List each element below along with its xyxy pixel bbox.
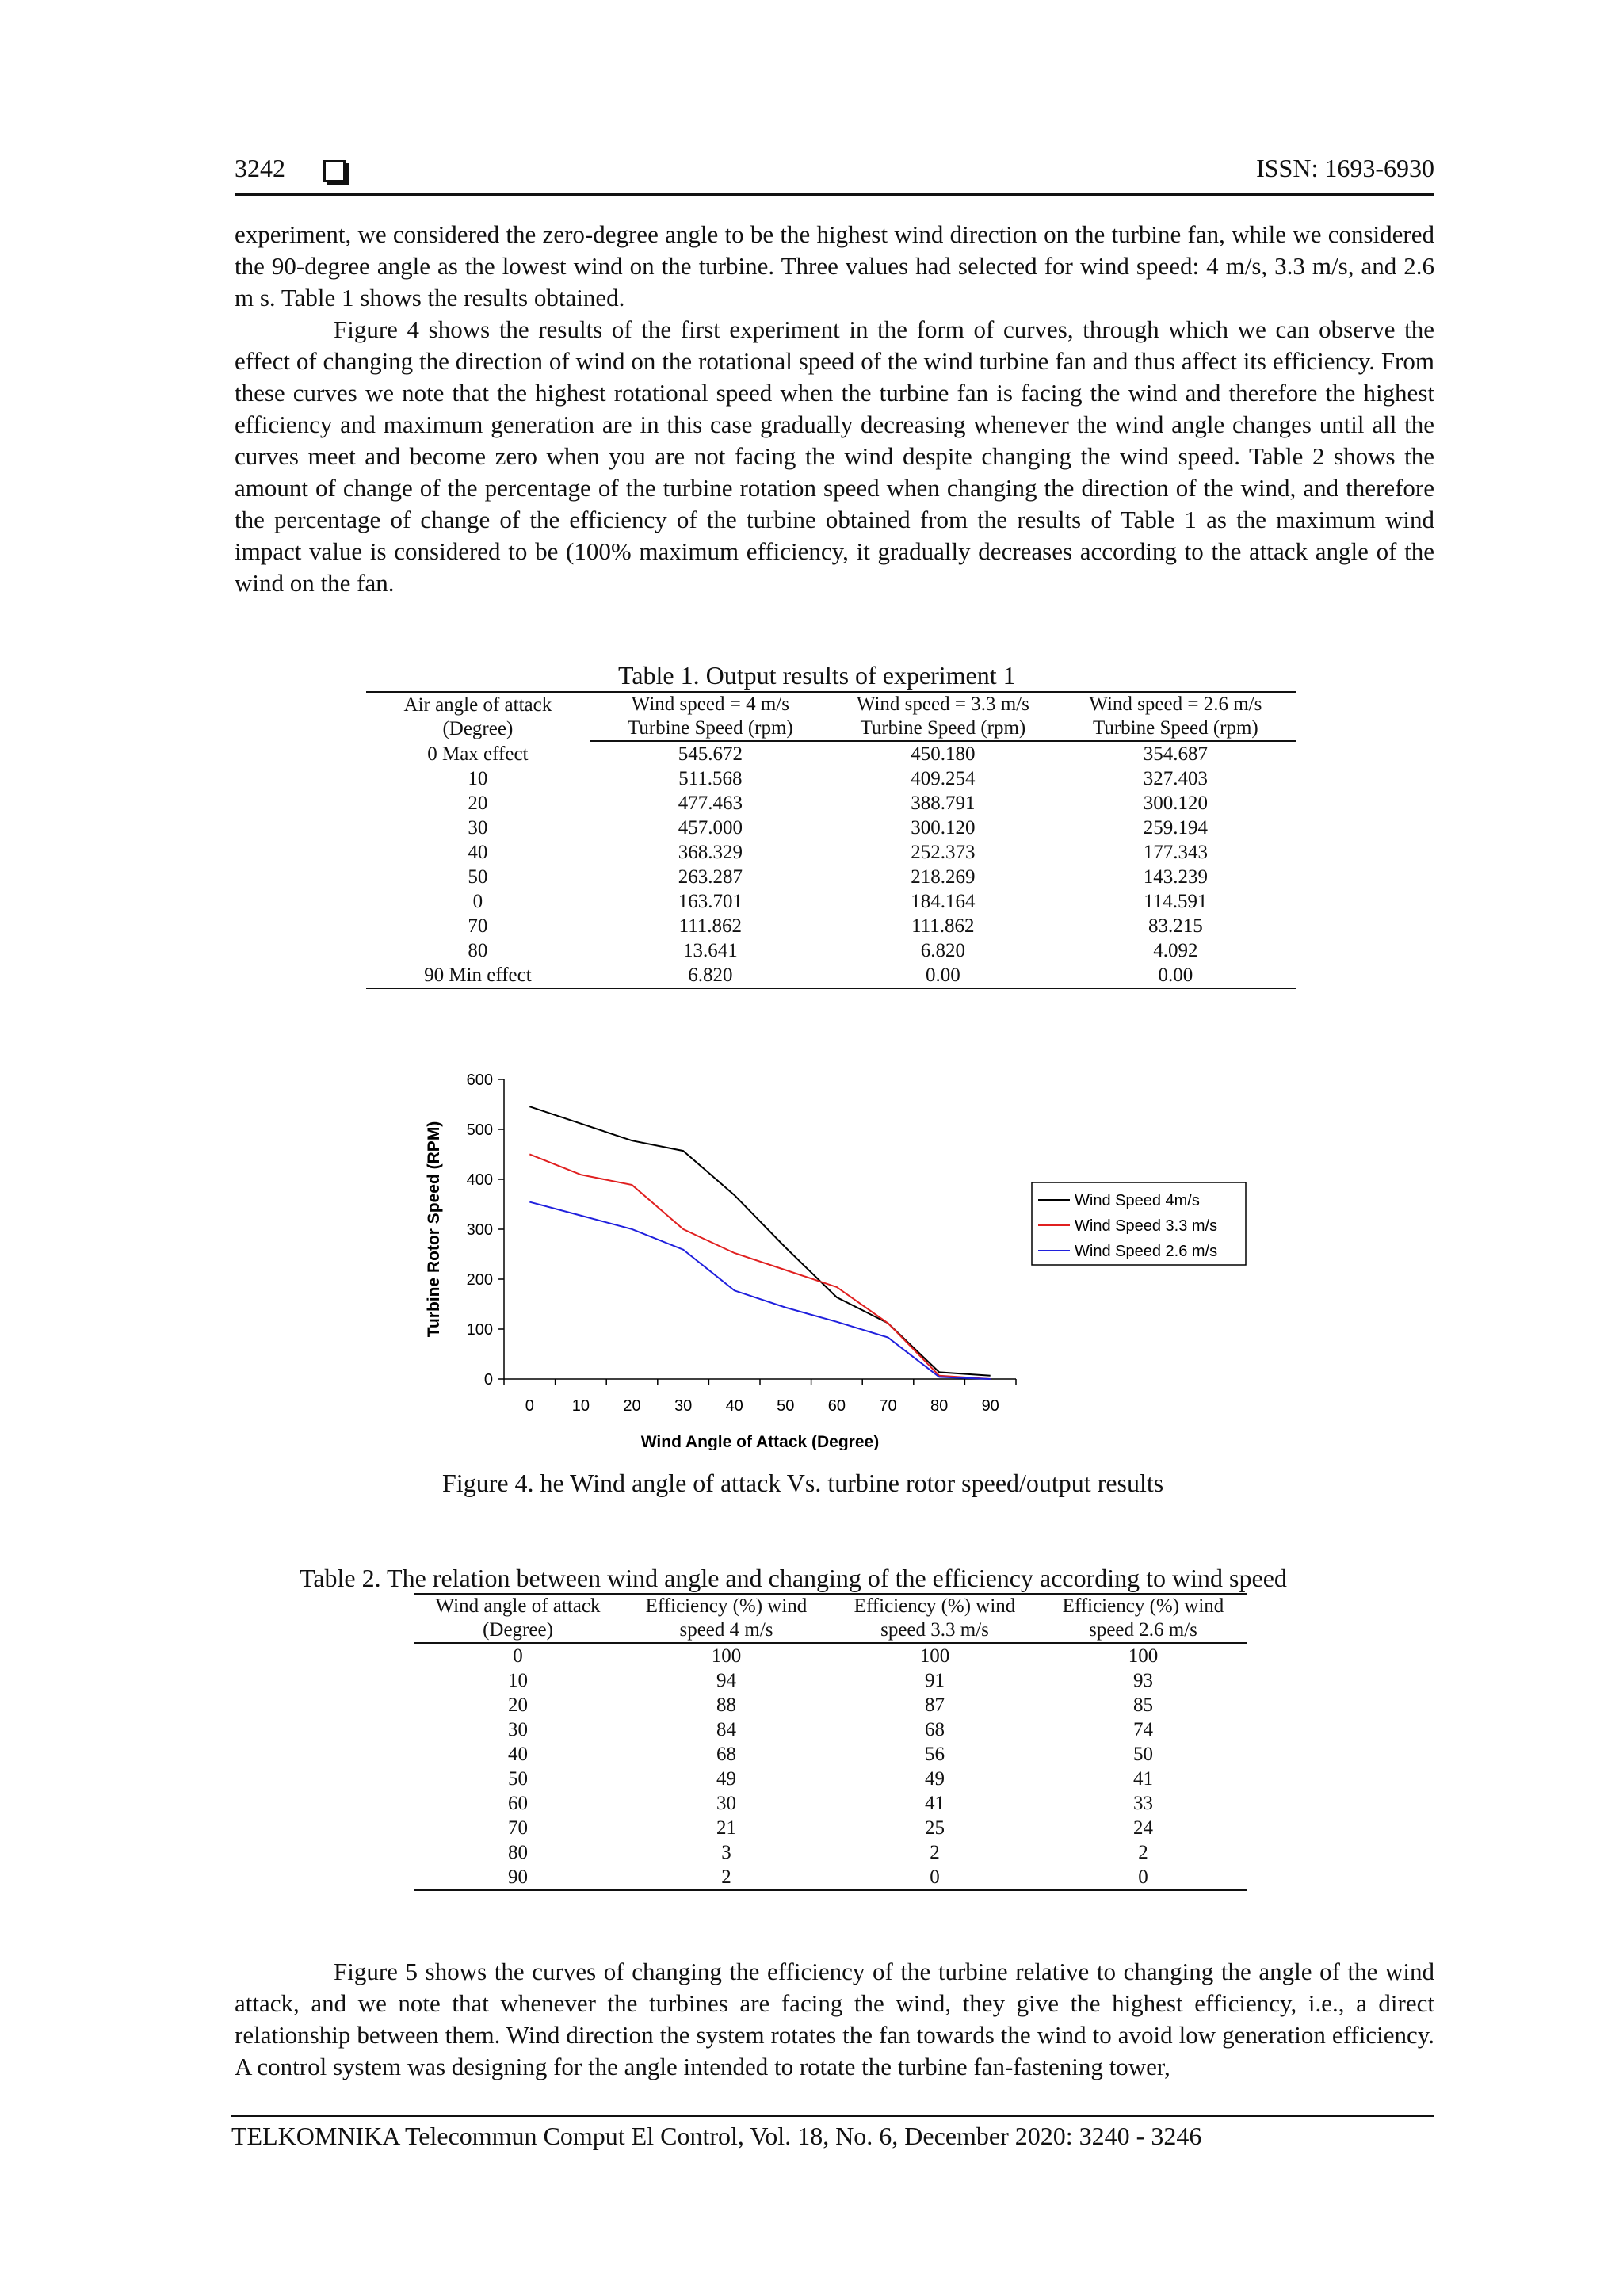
table-cell: 10 [468, 768, 488, 789]
table2-header-angle: Wind angle of attack [414, 1594, 622, 1618]
table-cell: 90 Min effect [366, 963, 590, 988]
table-cell: 4.092 [1153, 940, 1198, 961]
table-cell: 184.164 [911, 891, 976, 912]
table-row [366, 865, 1296, 889]
table-cell: 85 [1133, 1694, 1153, 1716]
table-cell: 6.820 [590, 963, 831, 988]
paragraph-figure5-text: Figure 5 shows the curves of changing the efficiency of the turbine relative to changing the angle of the wind attack, and we note that whenever the turbines are facing the wind, they give the highest efficiency, i.e., a direct relationship between them. Wind direction the system rotates the fan towards the wind to avoid low generation efficiency. A control system was designing for the angle intended to rotate the turbine fan-fastening tower, [235, 1958, 1434, 2080]
x-tick-label: 60 [827, 1397, 846, 1415]
table-cell: 50 [1133, 1744, 1153, 1765]
table-cell: 477.463 [678, 793, 743, 814]
table-cell: 33 [1133, 1793, 1153, 1814]
x-tick-label: 10 [571, 1397, 590, 1415]
table-cell: 0.00 [831, 963, 1055, 988]
table-cell: 68 [716, 1744, 736, 1765]
table-cell: 21 [716, 1817, 736, 1839]
x-tick-label: 40 [725, 1397, 743, 1415]
paragraph-intro [235, 219, 1434, 314]
table2-subheader-2-6ms: speed 2.6 m/s [1039, 1618, 1247, 1643]
issn: ISSN: 1693-6930 [1256, 154, 1434, 182]
table-cell: 0 [472, 891, 483, 912]
table-row [414, 1742, 1247, 1767]
table-cell: 88 [716, 1694, 736, 1716]
table-cell: 60 [508, 1793, 528, 1814]
table-cell: 93 [1133, 1670, 1153, 1691]
y-tick-label: 300 [466, 1221, 493, 1239]
table-row [414, 1643, 1247, 1668]
y-tick-label: 0 [483, 1371, 493, 1389]
table-cell: 13.641 [682, 940, 738, 961]
table-cell: 83.215 [1148, 915, 1203, 937]
paragraph-figure4-text: Figure 4 shows the results of the first experiment in the form of curves, through which we can observe the effect of changing the direction of wind on the rotational speed of the wind turbine fan and thus affect its efficiency. From these curves we note that the highest rotational speed when the turbine fan is facing the wind and therefore the highest efficiency and maximum generation are in this case gradually decreasing whenever the wind angle changes until all the curves meet and become zero when you are not facing the wind despite changing the wind speed. Table 2 shows the amount of change of the percentage of the turbine rotation speed when changing the direction of the wind, and therefore the percentage of change of the efficiency of the turbine obtained from the results of Table 1 as the maximum wind impact value is considered to be (100% maximum efficiency, it gradually decreases according to the attack angle of the wind on the fan. [235, 315, 1434, 597]
table-cell: 49 [716, 1768, 736, 1790]
table-cell: 2 [622, 1865, 831, 1890]
table-cell: 0 [831, 1865, 1039, 1890]
legend-label: Wind Speed 4m/s [1075, 1192, 1200, 1209]
table2 [414, 1593, 1247, 1891]
table-cell: 388.791 [911, 793, 976, 814]
table-cell: 49 [925, 1768, 945, 1790]
x-tick-label: 90 [981, 1397, 999, 1415]
table-cell: 259.194 [1143, 817, 1208, 839]
table-cell: 0 [1039, 1865, 1247, 1890]
y-tick-label: 100 [466, 1321, 493, 1339]
table-cell: 327.403 [1143, 768, 1208, 789]
table-cell: 114.591 [1144, 891, 1208, 912]
table2-subheader-4ms: speed 4 m/s [622, 1618, 831, 1643]
table-row [414, 1816, 1247, 1840]
table-cell: 30 [508, 1719, 528, 1740]
table-cell: 100 [711, 1645, 742, 1667]
table-cell: 30 [468, 817, 488, 839]
table-row [414, 1767, 1247, 1791]
table-cell: 20 [508, 1694, 528, 1716]
page-number: 3242 [235, 154, 285, 182]
x-tick-label: 50 [777, 1397, 795, 1415]
paragraph-intro-text: experiment, we considered the zero-degree angle to be the highest wind direction on the turbine fan, while we considered the 90-degree angle as the lowest wind on the turbine. Three values had selected for wind speed: 4 m/s, 3.3 m/s, and 2.6 m s. Table 1 shows the results obtained. [235, 220, 1434, 311]
table-cell: 457.000 [678, 817, 743, 839]
table-cell: 84 [716, 1719, 736, 1740]
table1-header-angle: Air angle of attack (Degree) [366, 692, 590, 741]
table-cell: 2 [930, 1842, 940, 1863]
table-row [366, 816, 1296, 840]
table-cell: 111.862 [911, 915, 975, 937]
table-row [414, 1693, 1247, 1717]
table-row [366, 963, 1296, 988]
table-cell: 263.287 [678, 866, 743, 888]
table-cell: 90 [414, 1865, 622, 1890]
table-cell: 2 [1138, 1842, 1148, 1863]
table-cell: 68 [925, 1719, 945, 1740]
table-row [414, 1840, 1247, 1865]
table1-subheader-4ms: Turbine Speed (rpm) [590, 716, 831, 741]
table-cell: 511.568 [678, 768, 743, 789]
table2-header-3-3ms: Efficiency (%) wind [831, 1594, 1039, 1618]
table-row [414, 1717, 1247, 1742]
table-cell: 10 [508, 1670, 528, 1691]
paragraph-figure4-discussion [235, 314, 1434, 599]
table-cell: 94 [716, 1670, 736, 1691]
page-footer [231, 2115, 1434, 2151]
table-cell: 74 [1133, 1719, 1153, 1740]
series-line-3 [529, 1202, 990, 1379]
table-cell: 252.373 [911, 842, 976, 863]
legend-label: Wind Speed 2.6 m/s [1075, 1243, 1218, 1260]
table2-subheader-3-3ms: speed 3.3 m/s [831, 1618, 1039, 1643]
table-cell: 111.862 [678, 915, 743, 937]
table-cell: 218.269 [911, 866, 976, 888]
table-cell: 70 [508, 1817, 528, 1839]
y-axis-label: Turbine Rotor Speed (RPM) [425, 1121, 443, 1338]
table-cell: 80 [468, 940, 488, 961]
table1-subheader-2-6ms: Turbine Speed (rpm) [1055, 716, 1296, 741]
table-cell: 3 [721, 1842, 731, 1863]
table2-header-4ms: Efficiency (%) wind [622, 1594, 831, 1618]
figure4-caption: Figure 4. he Wind angle of attack Vs. turbine rotor speed/output results [442, 1469, 1164, 1497]
table-cell: 20 [468, 793, 488, 814]
table2-header-2-6ms: Efficiency (%) wind [1039, 1594, 1247, 1618]
series-line-2 [529, 1154, 990, 1379]
table-cell: 40 [508, 1744, 528, 1765]
x-axis-label: Wind Angle of Attack (Degree) [640, 1433, 880, 1450]
table-cell: 30 [716, 1793, 736, 1814]
table-cell: 0.00 [1055, 963, 1296, 988]
table-row [366, 766, 1296, 791]
header-box-icon [323, 160, 346, 182]
table2-subheader-angle: (Degree) [414, 1618, 622, 1643]
table-cell: 0 Max effect [427, 743, 529, 765]
table-cell: 354.687 [1143, 743, 1208, 765]
figure4-line-chart [412, 1054, 1252, 1450]
y-tick-label: 500 [466, 1121, 493, 1139]
table-cell: 300.120 [1143, 793, 1208, 814]
table-cell: 56 [925, 1744, 945, 1765]
series-line-1 [529, 1106, 990, 1375]
table-cell: 177.343 [1143, 842, 1208, 863]
table-row [366, 791, 1296, 816]
table-cell: 143.239 [1143, 866, 1208, 888]
y-tick-label: 200 [466, 1271, 493, 1289]
table-row [366, 938, 1296, 963]
table-cell: 50 [468, 866, 488, 888]
table-cell: 100 [1128, 1645, 1159, 1667]
y-tick-label: 600 [466, 1072, 493, 1089]
table-cell: 545.672 [678, 743, 743, 765]
table-row [366, 840, 1296, 865]
legend-label: Wind Speed 3.3 m/s [1075, 1217, 1218, 1235]
table-cell: 163.701 [678, 891, 743, 912]
table-cell: 87 [925, 1694, 945, 1716]
table1-header-3-3ms: Wind speed = 3.3 m/s [831, 692, 1055, 716]
x-tick-label: 70 [879, 1397, 897, 1415]
table-row [366, 889, 1296, 914]
table-cell: 409.254 [911, 768, 976, 789]
table-cell: 40 [468, 842, 488, 863]
table1 [366, 691, 1296, 989]
x-tick-label: 20 [623, 1397, 641, 1415]
table-cell: 450.180 [911, 743, 976, 765]
table-cell: 91 [925, 1670, 945, 1691]
x-tick-label: 80 [930, 1397, 949, 1415]
table-cell: 24 [1133, 1817, 1153, 1839]
table-cell: 25 [925, 1817, 945, 1839]
table-cell: 300.120 [911, 817, 976, 839]
table1-caption: Table 1. Output results of experiment 1 [618, 661, 1016, 690]
table-cell: 70 [468, 915, 488, 937]
table1-subheader-3-3ms: Turbine Speed (rpm) [831, 716, 1055, 741]
table-row [366, 914, 1296, 938]
y-tick-label: 400 [466, 1171, 493, 1189]
table-cell: 6.820 [920, 940, 965, 961]
table1-header-4ms: Wind speed = 4 m/s [590, 692, 831, 716]
table-cell: 41 [1133, 1768, 1153, 1790]
table-cell: 41 [925, 1793, 945, 1814]
footer-citation: TELKOMNIKA Telecommun Comput El Control, Vol. 18, No. 6, December 2020: 3240 - 3246 [231, 2122, 1202, 2150]
table-cell: 50 [508, 1768, 528, 1790]
table-cell: 80 [508, 1842, 528, 1863]
x-tick-label: 0 [525, 1397, 534, 1415]
table-cell: 100 [919, 1645, 950, 1667]
x-tick-label: 30 [674, 1397, 693, 1415]
table-cell: 368.329 [678, 842, 743, 863]
page-header [235, 154, 1434, 196]
table1-header-2-6ms: Wind speed = 2.6 m/s [1055, 692, 1296, 716]
table-row [414, 1668, 1247, 1693]
paragraph-figure5-discussion [235, 1956, 1434, 2083]
table-row [414, 1865, 1247, 1890]
table-row [366, 741, 1296, 766]
table-row [414, 1791, 1247, 1816]
table-cell: 0 [513, 1645, 523, 1667]
table2-caption: Table 2. The relation between wind angle and changing of the efficiency according to wind speed [300, 1564, 1287, 1592]
